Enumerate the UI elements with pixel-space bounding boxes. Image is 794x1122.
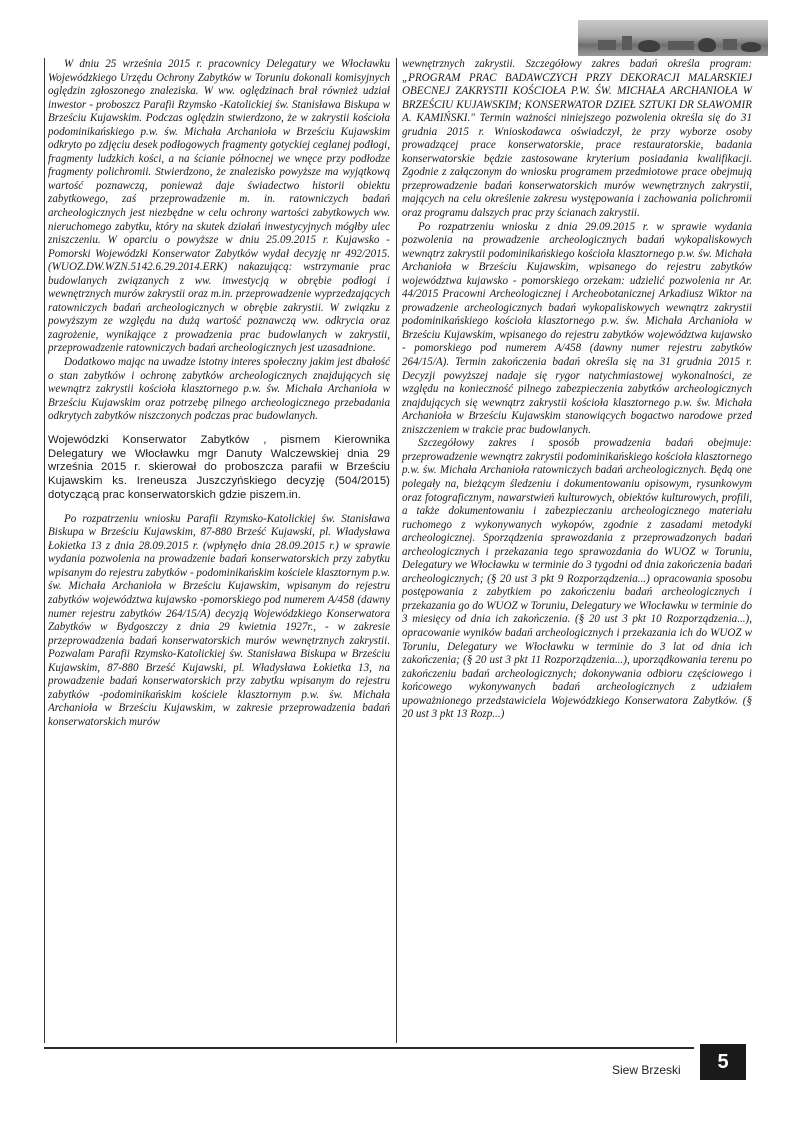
left-column-rule [44,58,45,1043]
publication-name: Siew Brzeski [612,1063,681,1077]
page-number: 5 [700,1044,746,1080]
left-column [48,58,390,730]
paragraph: Po rozpatrzeniu wniosku z dnia 29.09.2015 r. w sprawie wydania pozwolenia na prowadzenie archeologicznych badań wykopaliskowych wewnątrz zakrystii podominikańskiego kościoła klasztornego p.w. św. Michała Archanioła w Brześciu Kujawskim, wpisanego do rejestru zabytków województwa kujawsko - pomorskiego orzekam: udzielić pozwolenia nr Ar. 44/2015 Pracowni Archeologicznej i Archeobotanicznej Arkadiusz Wiktor na prowadzenie archeologicznych badań wykopaliskowych wewnątrz zakrystii podominikańskiego kościoła klasztornego p.w. św. Michała Archanioła w Brześciu Kujawskim, wpisanego do rejestru zabytków województwa kujawsko - pomorskiego pod numerem A/458 (dawny numer rejestru zabytków 264/15/A). Termin zakończenia badań określa się na 31 grudnia 2015 r. Decyzji powyższej nadaje się rygor natychmiastowej wykonalności, ze względu na konieczność pilnego zabezpieczenia zabytków archeologicznych znajdujących się wewnątrz zakrystii kościoła klasztornego p.w. św. Michała Archanioła w Brześciu Kujawskim stanowiących bogactwo narodowe przed zniszczeniem w trakcie prac budowlanych. [402,220,752,436]
column-divider [396,58,397,1043]
paragraph: Wojewódzki Konserwator Zabytków , pismem Kierownika Delegatury we Włocławku mgr Danuty Walczewskiej dnia 29 września 2015 r. skierował do proboszcza parafii w Brześciu Kujawskim ks. Ireneusza Juszczyńskiego decyzję (504/2015) dotyczącą prac konserwatorskich gdzie piszem.in. [48,433,390,501]
paragraph: wewnętrznych zakrystii. Szczegółowy zakres badań określa program: „PROGRAM PRAC BADAWCZYCH PRZY DEKORACJI MALARSKIEJ OBECNEJ ZAKRYSTII KOŚCIOŁA P.W. ŚW. MICHAŁA ARCHANIOŁA W BRZEŚCIU KUJAWSKIM; KONSERWATOR DZIEŁ SZTUKI DR SŁAWOMIR A. KAMIŃSKI." Termin ważności niniejszego pozwolenia określa się do 31 grudnia 2015 r. Wnioskodawca oświadczył, że przy wyborze osoby prowadzącej prace konserwatorskie, prace restauratorskie, badania konserwatorskie będzie zastosowane kryterium posiadania kwalifikacji. Zgodnie z załączonym do wniosku programem przedmiotowe prace obejmują przeprowadzenie badań konserwatorskich murów wewnętrznych zakrystii, mających na celu określenie zakresu występowania i zachowania polichromii oraz programu dalszych prac przy ścianach zakrystii. [402,58,752,220]
paragraph: W dniu 25 września 2015 r. pracownicy Delegatury we Włocławku Wojewódzkiego Urzędu Ochrony Zabytków w Toruniu dokonali komisyjnych oględzin zgłoszonego znaleziska. W ww. oględzinach brał również udział inwestor - proboszcz Parafii Rzymsko -Katolickiej św. Stanisława Biskupa w Brześciu Kujawskim. Podczas oględzin stwierdzono, że w zakrystii kościoła podominikańskiego p.w. św. Michała Archanioła w Brześciu Kujawskim odkryto po zdjęciu desek podłogowych fragmenty gotyckiej ceglanej podłogi, fragmenty ludzkich kości, a na ścianie północnej we wnęce przy podłodze fragmenty polichromii. Stwierdzono, że znalezisko powyższe ma wyjątkową wartość poznawczą, ponieważ daje świadectwo historii obiektu zabytkowego, zaś przeprowadzenie m. in. ratowniczych badań archeologicznych jest niezbędne w celu ochrony wartości zabytkowych ww. nieruchomego zabytku, który na skutek działań inwestycyjnych mógłby ulec zniszczeniu. W oparciu o powyższe w dniu 25.09.2015 r. Kujawsko - Pomorski Wojewódzki Konserwator Zabytków wydał decyzję nr 492/2015. (WUOZ.DW.WZN.5142.6.29.2014.ERK) nakazującą: wstrzymanie prac budowlanych związanych z ww. inwestycją w obrębie podłogi i wewnętrznych murów zakrystii oraz m.in. przeprowadzenie wyprzedzających ratowniczych badań archeologicznych w obrębie zakrystii. W związku z powyższym ze względu na dużą wartość poznawczą ww. odkrycia oraz zagrożenie, wynikające z prowadzenia prac budowlanych w zakrystii, przeprowadzenie ratowniczych badań archeologicznych jest uzasadnione. [48,58,390,355]
paragraph: Po rozpatrzeniu wniosku Parafii Rzymsko-Katolickiej św. Stanisława Biskupa w Brześciu Kujawskim, 87-880 Brześć Kujawski, pl. Władysława Łokietka 13 z dnia 28.09.2015 r. (wpłynęło dnia 28.09.2015 r.) w sprawie wydania pozwolenia na prowadzenie badań konserwatorskich przy zabytku wpisanym do rejestru zabytków - podominikańskim kościele klasztornym p.w. św. Michała Archanioła w Brześciu Kujawskim, wpisanym do rejestru zabytków województwa kujawsko -pomorskiego pod numerem A/458 (dawny numer rejestru zabytków 264/15/A) decyzją Wojewódzkiego Konserwatora Zabytków w Bydgoszczy z dnia 29 kwietnia 1927r., - w zakresie przeprowadzenia badań konserwatorskich murów wewnętrznych zakrystii. Pozwalam Parafii Rzymsko-Katolickiej św. Stanisława Biskupa w Brześciu Kujawskim, 87-880 Brześć Kujawski, pl. Władysława Łokietka 13, na prowadzenie badań konserwatorskich przy zabytku wpisanym do rejestru zabytków -podominikańskim kościele klasztornym p.w. św. Michała Archanioła w Brześciu Kujawskim, w zakresie przeprowadzenia badań konserwatorskich murów [48,512,391,728]
footer-rule [44,1047,694,1049]
paragraph: Dodatkowo mając na uwadze istotny interes społeczny jakim jest dbałość o stan zabytków i ochronę zabytków archeologicznych znajdujących się wewnątrz zakrystii kościoła klasztornego p.w. św. Michała Archanioła w Brześciu Kujawskim oraz potrzebę pilnego archeologicznego przebadania odkrytych zabytków niszczonych podczas prac budowlanych. [48,356,390,423]
paragraph: Szczegółowy zakres i sposób prowadzenia badań obejmuje: przeprowadzenie wewnątrz zakrystii podominikańskiego kościoła klasztornego p.w. św. Michała Archanioła ratowniczych badań archeologicznych. Będą one polegały na, bieżącym śledzeniu i dokumentowaniu opisowym, rysunkowym oraz fotograficznym, nawarstwień kulturowych, obiektów kulturowych, profili, a także dokumentowaniu i zabezpieczaniu archeologicznego materiału ruchomego z wykonywanych wykopów, zgodnie z zasadami metodyki archeologicznej. Sporządzenia sprawozdania z przeprowadzonych badań archeologicznych i przekazania tego sprawozdania do WUOZ w Toruniu, Delegatury we Włocławku w terminie do 3 tygodni od dnia zakończenia badań archeologicznych; (§ 20 ust 3 pkt 9 Rozporządzenia...) opracowania sposobu postępowania z zabytkiem po zakończeniu badań archeologicznych i przekazania go do WUOZ w Toruniu, Delegatury we Włocławku w terminie do 3 miesięcy od dnia ich zakończenia. (§ 20 ust 3 pkt 10 Rozporządzenia...), opracowanie wyników badań archeologicznych i przekazania ich do WUOZ w Toruniu, Delegatury we Włocławku w terminie do 3 lat od dnia ich zakończenia; (§ 20 ust 3 pkt 11 Rozporządzenia...), uporządkowania terenu po zakończeniu badań archeologicznych; dokonywania odbioru częściowego i końcowego wykonywanych badań archeologicznych z udziałem upoważnionego przedstawiciela Wojewódzkiego Konserwatora Zabytków. (§ 20 ust 3 pkt 13 Rozp...) [402,437,752,721]
town-panorama-photo-icon [578,20,768,56]
right-column [402,58,752,722]
